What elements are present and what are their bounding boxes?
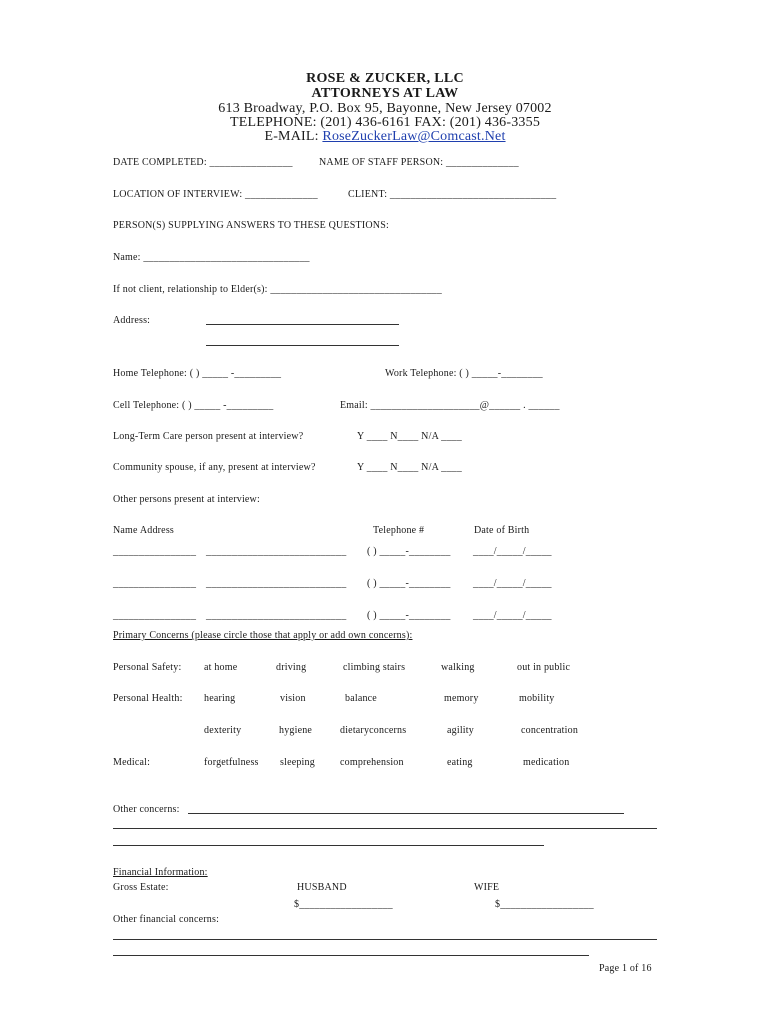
row-address[interactable]: ___________________________ <box>206 546 347 557</box>
other-concerns-line-1[interactable] <box>188 813 624 814</box>
concern-option[interactable]: hygiene <box>279 725 313 736</box>
concern-option[interactable]: comprehension <box>340 757 404 768</box>
concern-option[interactable]: vision <box>280 693 306 704</box>
firm-email-line <box>0 129 770 145</box>
col-telephone: Telephone # <box>373 525 425 536</box>
other-persons-label: Other persons present at interview: <box>113 494 260 505</box>
email-label: E-MAIL: <box>264 129 323 144</box>
ltc-present-label: Long-Term Care person present at interview? <box>113 431 304 442</box>
client-field[interactable]: CLIENT: ________________________________ <box>348 189 557 200</box>
row-name[interactable]: ________________ <box>113 578 197 589</box>
concern-option[interactable]: memory <box>444 693 479 704</box>
row-dob[interactable]: ____/_____/_____ <box>473 610 552 621</box>
other-concerns-label: Other concerns: <box>113 804 180 815</box>
concern-option[interactable]: forgetfulness <box>204 757 259 768</box>
location-field[interactable]: LOCATION OF INTERVIEW: ______________ <box>113 189 318 200</box>
concern-option[interactable]: dexterity <box>204 725 242 736</box>
other-financial-line-2[interactable] <box>113 955 589 956</box>
personal-health-label: Personal Health: <box>113 693 183 704</box>
firm-name: ROSE & ZUCKER, LLC <box>306 71 464 86</box>
home-telephone-field[interactable]: Home Telephone: ( ) _____ -_________ <box>113 368 282 379</box>
concern-option[interactable]: driving <box>276 662 307 673</box>
email-field[interactable]: Email: _____________________@______ . ______ <box>340 400 560 411</box>
staff-person-field[interactable]: NAME OF STAFF PERSON: ______________ <box>319 157 519 168</box>
concern-option[interactable]: walking <box>441 662 475 673</box>
concern-option[interactable]: medication <box>523 757 570 768</box>
concern-option[interactable]: agility <box>447 725 474 736</box>
concern-option[interactable]: balance <box>345 693 377 704</box>
row-address[interactable]: ___________________________ <box>206 610 347 621</box>
concern-option[interactable]: climbing stairs <box>343 662 406 673</box>
row-phone[interactable]: ( ) _____-________ <box>367 578 451 589</box>
husband-estate-field[interactable]: $__________________ <box>294 899 393 910</box>
financial-info-heading: Financial Information: <box>113 867 208 878</box>
row-phone[interactable]: ( ) _____-________ <box>367 610 451 621</box>
husband-label: HUSBAND <box>297 882 347 893</box>
relationship-field[interactable]: If not client, relationship to Elder(s): _________________________________ <box>113 284 442 295</box>
firm-phone-fax: TELEPHONE: (201) 436-6161 FAX: (201) 436-3355 <box>229 115 541 130</box>
row-name[interactable]: ________________ <box>113 546 197 557</box>
row-address[interactable]: ___________________________ <box>206 578 347 589</box>
concern-option[interactable]: sleeping <box>280 757 315 768</box>
concern-option[interactable]: mobility <box>519 693 555 704</box>
col-date-of-birth: Date of Birth <box>474 525 530 536</box>
page-number: Page 1 of 16 <box>599 963 652 974</box>
persons-supplying-label: PERSON(S) SUPPLYING ANSWERS TO THESE QUESTIONS: <box>113 220 389 231</box>
concern-option[interactable]: eating <box>447 757 473 768</box>
work-telephone-field[interactable]: Work Telephone: ( ) _____-________ <box>385 368 543 379</box>
spouse-present-answer[interactable]: Y ____ N____ N/A ____ <box>357 462 462 473</box>
ltc-present-answer[interactable]: Y ____ N____ N/A ____ <box>357 431 462 442</box>
personal-safety-label: Personal Safety: <box>113 662 182 673</box>
address-line-2[interactable] <box>206 345 399 346</box>
other-concerns-line-2[interactable] <box>113 828 657 829</box>
row-dob[interactable]: ____/_____/_____ <box>473 578 552 589</box>
address-line-1[interactable] <box>206 324 399 325</box>
row-name[interactable]: ________________ <box>113 610 197 621</box>
medical-label: Medical: <box>113 757 151 768</box>
col-name-address: Name Address <box>113 525 174 536</box>
name-field[interactable]: Name: ________________________________ <box>113 252 310 263</box>
row-dob[interactable]: ____/_____/_____ <box>473 546 552 557</box>
wife-label: WIFE <box>474 882 500 893</box>
cell-telephone-field[interactable]: Cell Telephone: ( ) _____ -_________ <box>113 400 274 411</box>
firm-subtitle: ATTORNEYS AT LAW <box>311 86 459 101</box>
concern-option[interactable]: hearing <box>204 693 236 704</box>
concern-option[interactable]: at home <box>204 662 238 673</box>
spouse-present-label: Community spouse, if any, present at interview? <box>113 462 316 473</box>
address-label: Address: <box>113 315 151 326</box>
firm-address: 613 Broadway, P.O. Box 95, Bayonne, New Jersey 07002 <box>218 101 552 116</box>
concern-option[interactable]: dietaryconcerns <box>340 725 407 736</box>
gross-estate-label: Gross Estate: <box>113 882 169 893</box>
other-financial-label: Other financial concerns: <box>113 914 220 925</box>
other-financial-line-1[interactable] <box>113 939 657 940</box>
date-completed-field[interactable]: DATE COMPLETED: ________________ <box>113 157 293 168</box>
email-link[interactable]: RoseZuckerLaw@Comcast.Net <box>322 129 506 144</box>
concern-option[interactable]: out in public <box>517 662 571 673</box>
wife-estate-field[interactable]: $__________________ <box>495 899 594 910</box>
primary-concerns-heading: Primary Concerns (please circle those that apply or add own concerns): <box>113 630 413 641</box>
concern-option[interactable]: concentration <box>521 725 579 736</box>
row-phone[interactable]: ( ) _____-________ <box>367 546 451 557</box>
other-concerns-line-3[interactable] <box>113 845 544 846</box>
